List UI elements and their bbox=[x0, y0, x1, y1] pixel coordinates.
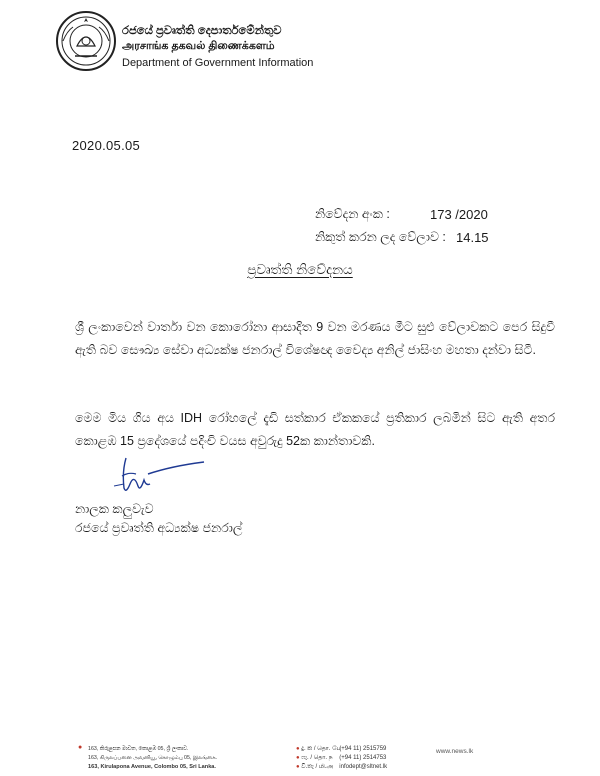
department-name-english: Department of Government Information bbox=[122, 57, 314, 69]
footer-address-sinhala: 163, කිරුළපන මාවත, කොළඹ 05, ශ්‍රී ලංකාව. bbox=[88, 746, 189, 752]
footer-address-english: 163, Kirulapona Avenue, Colombo 05, Sri Lanka. bbox=[88, 764, 216, 770]
email-label: වි.තැ / மி.அ bbox=[301, 764, 334, 770]
page-title-text: ප්‍රවෘත්ති නිවේදනය bbox=[247, 262, 353, 277]
phone-value: (+94 11) 2515759 bbox=[339, 746, 387, 752]
signatory-title: රජයේ ප්‍රවෘත්ති අධ්‍යක්ෂ ජනරාල් bbox=[75, 521, 243, 535]
release-number-label: නිවේදන අංක : bbox=[315, 207, 390, 221]
phone-label: දු. ක / தொ. பே bbox=[301, 746, 341, 752]
fax-label: ෆැ. / தொ. ந bbox=[301, 755, 333, 761]
bullet-icon: ● bbox=[78, 744, 83, 751]
fax-bullet-icon: ● bbox=[296, 755, 302, 761]
page-title bbox=[0, 262, 600, 278]
footer-phone bbox=[296, 746, 386, 753]
footer-website-link[interactable]: www.news.lk bbox=[436, 748, 474, 755]
document-date: 2020.05.05 bbox=[72, 138, 141, 153]
footer-email bbox=[296, 764, 387, 771]
release-time-value: 14.15 bbox=[456, 230, 489, 245]
department-name-sinhala: රජයේ ප්‍රවෘත්ති දෙපාර්තමේන්තුව bbox=[122, 25, 282, 37]
fax-value: (+94 11) 2514753 bbox=[339, 755, 387, 761]
body-paragraph-2: මෙම මිය ගිය අය IDH රෝහලේ දැඩි සත්කාර ඒකකයේ ප්‍රතිකාර ලබමින් සිට ඇති අතර කොළඹ 15 ප්‍රදේශයේ පදිංචි වයස අවුරුදු 52ක කාන්තාවකි. bbox=[75, 411, 555, 448]
signature bbox=[108, 452, 218, 502]
release-number-value: 173 /2020 bbox=[430, 207, 488, 222]
footer-address-tamil: 163, கிருலப்பனை அவனியூ, கொழும்பு 05, இலங்கை. bbox=[88, 755, 217, 761]
footer-fax bbox=[296, 755, 386, 762]
phone-bullet-icon: ● bbox=[296, 746, 302, 752]
signatory-name: නාලක කලුවැව bbox=[75, 502, 154, 516]
email-bullet-icon: ● bbox=[296, 764, 302, 770]
email-value[interactable]: infodept@sltnet.lk bbox=[339, 764, 388, 770]
release-time-label: නිකුත් කරන ලද වේලාව : bbox=[315, 230, 446, 244]
body-paragraph-1: ශ්‍රී ලංකාවෙන් වාර්තා වන කොරෝනා ආසාදිත 9 වන මරණය මීට සුළු වේලාවකට පෙර සිදුවී ඇති බව සෞඛ්‍ය සේවා අධ්‍යක්ෂ ජනරාල් විශේෂඥ වෛද්‍ය අනිල් ජාසිංහ මහතා දන්වා සිටී. bbox=[75, 320, 555, 357]
government-emblem-icon bbox=[55, 10, 117, 72]
department-name-tamil: அரசாங்க தகவல் திணைக்களம் bbox=[122, 40, 275, 52]
